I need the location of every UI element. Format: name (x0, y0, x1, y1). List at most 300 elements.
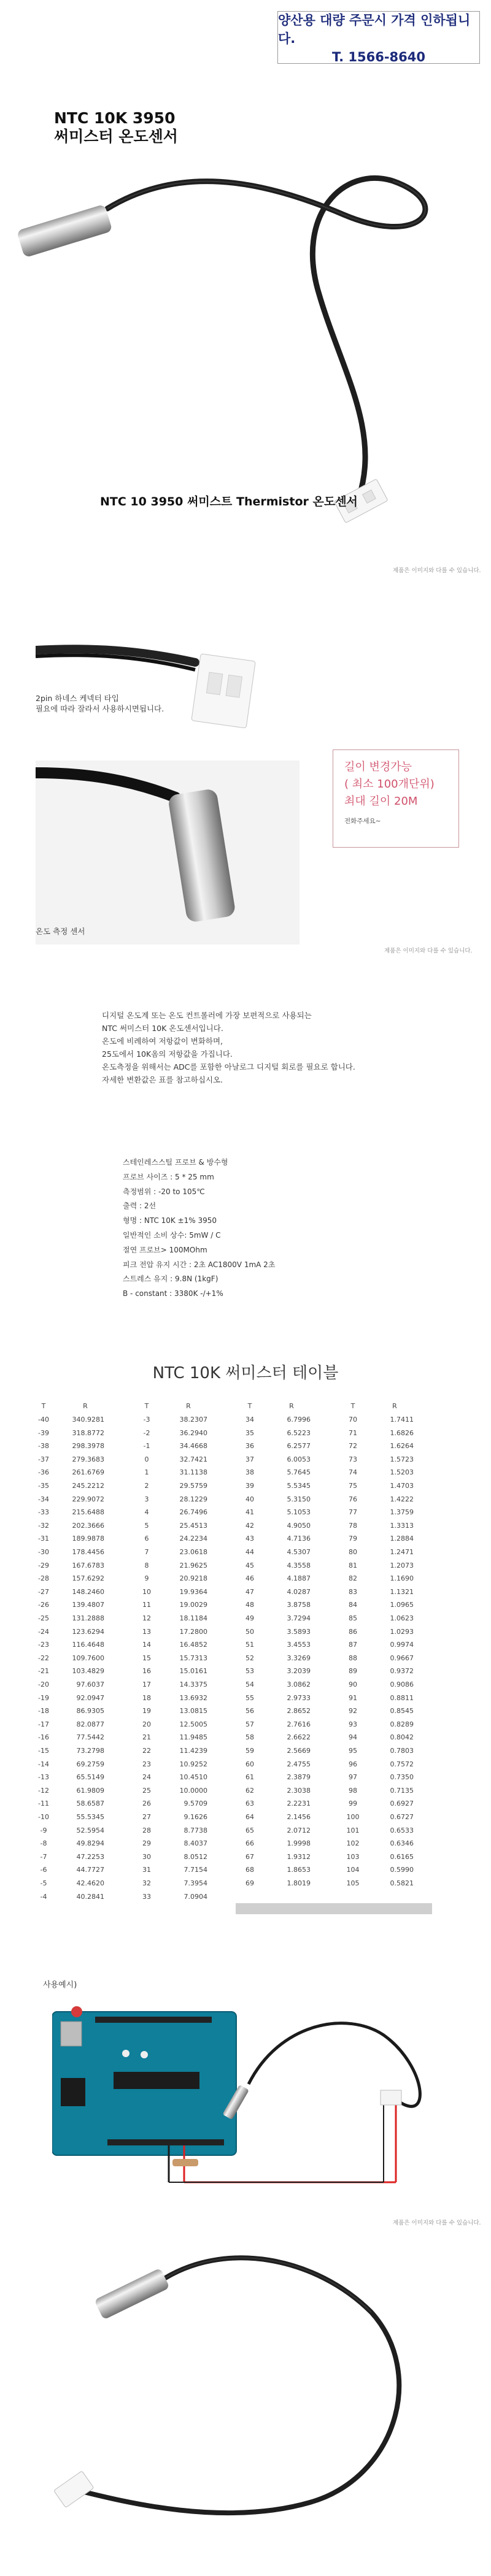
table-cell-resistance: 2.2231 (287, 1800, 311, 1808)
connector-label-line1: 2pin 하네스 케넥터 타입 (36, 694, 119, 703)
table-cell-temperature: 84 (349, 1601, 357, 1609)
table-cell-temperature: 27 (142, 1813, 151, 1821)
table-cell-resistance: 58.6587 (76, 1800, 104, 1808)
table-cell-resistance: 1.2471 (390, 1548, 414, 1556)
table-cell-temperature: -20 (38, 1681, 49, 1689)
table-cell-temperature: 95 (349, 1747, 357, 1755)
table-cell-resistance: 21.9625 (179, 1561, 207, 1570)
notice-phone: T. 1566-8640 (331, 50, 426, 64)
table-header-r: R (186, 1402, 191, 1410)
table-cell-temperature: 96 (349, 1760, 357, 1768)
table-cell-temperature: 65 (246, 1826, 254, 1834)
table-cell-temperature: -28 (38, 1574, 49, 1583)
table-cell-temperature: 53 (246, 1667, 254, 1676)
spec-line: 스테인레스스틸 프로브 & 방수형 (123, 1158, 228, 1167)
table-cell-temperature: -25 (38, 1614, 49, 1622)
table-cell-resistance: 4.0287 (287, 1587, 311, 1596)
max-length-text: 최대 길이 20M (344, 795, 418, 808)
table-cell-resistance: 8.4037 (184, 1839, 207, 1848)
table-cell-temperature: 12 (142, 1614, 151, 1622)
table-cell-temperature: 29 (142, 1839, 151, 1848)
table-cell-temperature: 74 (349, 1468, 357, 1477)
spec-line: 일반적인 소비 상수: 5mW / C (123, 1230, 221, 1240)
table-cell-temperature: 11 (142, 1601, 151, 1609)
table-cell-temperature: -5 (40, 1879, 47, 1887)
table-cell-temperature: -8 (40, 1839, 47, 1848)
table-cell-temperature: 35 (246, 1428, 254, 1437)
table-cell-temperature: 66 (246, 1839, 254, 1848)
table-cell-temperature: 55 (246, 1693, 254, 1702)
table-cell-resistance: 340.9281 (72, 1416, 104, 1424)
table-cell-resistance: 3.7294 (287, 1614, 311, 1622)
table-cell-temperature: 102 (346, 1839, 360, 1848)
custom-length-box (333, 749, 459, 848)
table-cell-resistance: 1.8019 (287, 1879, 311, 1887)
table-cell-temperature: 85 (349, 1614, 357, 1622)
table-cell-resistance: 0.8289 (390, 1720, 414, 1728)
table-cell-resistance: 1.1321 (390, 1587, 414, 1596)
table-cell-temperature: 26 (142, 1800, 151, 1808)
table-cell-resistance: 0.6346 (390, 1839, 414, 1848)
table-cell-temperature: 4 (144, 1508, 149, 1517)
notice-text: 양산용 대량 주문시 가격 인하됩니다. (278, 13, 471, 46)
table-cell-temperature: 89 (349, 1667, 357, 1676)
table-cell-resistance: 0.7135 (390, 1786, 414, 1795)
table-cell-temperature: -18 (38, 1707, 49, 1715)
table-cell-resistance: 3.2039 (287, 1667, 311, 1676)
table-cell-resistance: 5.7645 (287, 1468, 311, 1477)
table-cell-temperature: 5 (144, 1521, 149, 1530)
table-cell-temperature: 87 (349, 1641, 357, 1649)
table-cell-temperature: -14 (38, 1760, 49, 1768)
table-cell-resistance: 103.4829 (72, 1667, 104, 1676)
table-cell-temperature: -38 (38, 1442, 49, 1451)
table-cell-temperature: 33 (142, 1892, 151, 1901)
table-cell-temperature: 93 (349, 1720, 357, 1728)
table-cell-temperature: -34 (38, 1495, 49, 1503)
table-cell-temperature: 36 (246, 1442, 254, 1451)
table-cell-temperature: -9 (40, 1826, 47, 1834)
table-cell-temperature: 8 (144, 1561, 149, 1570)
table-cell-resistance: 0.6165 (390, 1852, 414, 1861)
table-cell-temperature: 42 (246, 1521, 254, 1530)
table-cell-resistance: 5.5345 (287, 1482, 311, 1490)
table-cell-resistance: 11.4239 (179, 1747, 207, 1755)
table-cell-temperature: 2 (144, 1482, 149, 1490)
table-cell-resistance: 10.9252 (179, 1760, 207, 1768)
table-cell-temperature: 37 (246, 1455, 254, 1463)
table-cell-temperature: 49 (246, 1614, 254, 1622)
connector-label-line2: 필요에 따라 잘라서 사용하시면됩니다. (36, 704, 164, 713)
table-cell-temperature: 23 (142, 1760, 151, 1768)
table-cell-resistance: 9.1626 (184, 1813, 207, 1821)
table-cell-resistance: 12.5005 (179, 1720, 207, 1728)
table-cell-resistance: 2.3038 (287, 1786, 311, 1795)
table-cell-temperature: -40 (38, 1416, 49, 1424)
table-cell-resistance: 2.3879 (287, 1773, 311, 1782)
product-specs (123, 1156, 442, 1301)
table-cell-temperature: -13 (38, 1773, 49, 1782)
table-cell-temperature: -29 (38, 1561, 49, 1570)
table-cell-resistance: 10.4510 (179, 1773, 207, 1782)
table-cell-resistance: 3.4553 (287, 1641, 311, 1649)
table-cell-resistance: 24.2234 (179, 1535, 207, 1543)
table-cell-resistance: 0.7350 (390, 1773, 414, 1782)
table-cell-temperature: -24 (38, 1627, 49, 1636)
table-cell-temperature: 51 (246, 1641, 254, 1649)
table-cell-resistance: 1.1690 (390, 1574, 414, 1583)
spec-line: 스트레스 유지 : 9.8N (1kgF) (123, 1275, 218, 1284)
table-cell-temperature: 20 (142, 1720, 151, 1728)
table-cell-temperature: 100 (346, 1813, 360, 1821)
table-cell-resistance: 1.5723 (390, 1455, 414, 1463)
table-cell-resistance: 6.7996 (287, 1416, 311, 1424)
table-cell-temperature: 59 (246, 1747, 254, 1755)
table-header-r: R (289, 1402, 294, 1410)
product-title-line1: NTC 10K 3950 (54, 109, 176, 127)
table-cell-resistance: 1.7411 (390, 1416, 414, 1424)
table-cell-temperature: 91 (349, 1693, 357, 1702)
table-cell-temperature: 39 (246, 1482, 254, 1490)
table-cell-temperature: 7 (144, 1548, 149, 1556)
table-cell-temperature: -27 (38, 1587, 49, 1596)
image-disclaimer: 제품은 이미지와 다를 수 있습니다. (393, 567, 481, 574)
table-cell-resistance: 279.3683 (72, 1455, 104, 1463)
table-cell-resistance: 298.3978 (72, 1442, 104, 1451)
table-cell-resistance: 52.5954 (76, 1826, 104, 1834)
table-cell-resistance: 1.4222 (390, 1495, 414, 1503)
table-cell-resistance: 14.3375 (179, 1681, 207, 1689)
table-cell-temperature: -22 (38, 1654, 49, 1662)
probe-photo (36, 761, 300, 945)
table-cell-resistance: 3.0862 (287, 1681, 311, 1689)
table-cell-temperature: 34 (246, 1416, 254, 1424)
table-cell-resistance: 4.3558 (287, 1561, 311, 1570)
table-cell-temperature: 70 (349, 1416, 357, 1424)
table-cell-temperature: -31 (38, 1535, 49, 1543)
table-cell-resistance: 29.5759 (179, 1482, 207, 1490)
table-cell-temperature: 83 (349, 1587, 357, 1596)
table-cell-resistance: 1.4703 (390, 1482, 414, 1490)
table-cell-temperature: 82 (349, 1574, 357, 1583)
table-cell-temperature: -6 (40, 1866, 47, 1874)
table-cell-temperature: 97 (349, 1773, 357, 1782)
table-cell-temperature: 78 (349, 1521, 357, 1530)
table-cell-resistance: 245.2212 (72, 1482, 104, 1490)
table-cell-temperature: 94 (349, 1733, 357, 1742)
table-cell-resistance: 4.1887 (287, 1574, 311, 1583)
description-line: 디지털 온도계 또는 온도 컨트롤러에 가장 보편적으로 사용되는 (102, 1011, 312, 1020)
table-cell-temperature: 13 (142, 1627, 151, 1636)
table-cell-resistance: 6.0053 (287, 1455, 311, 1463)
table-cell-resistance: 3.5893 (287, 1627, 311, 1636)
table-cell-temperature: -17 (38, 1720, 49, 1728)
spec-line: 출력 : 2선 (123, 1202, 157, 1211)
table-cell-resistance: 0.7572 (390, 1760, 414, 1768)
table-cell-resistance: 5.1053 (287, 1508, 311, 1517)
table-cell-resistance: 16.4852 (179, 1641, 207, 1649)
table-cell-resistance: 7.0904 (184, 1892, 207, 1901)
table-cell-resistance: 17.2800 (179, 1627, 207, 1636)
table-cell-temperature: 68 (246, 1866, 254, 1874)
table-cell-temperature: 80 (349, 1548, 357, 1556)
table-header-t: T (247, 1402, 252, 1410)
table-cell-temperature: 25 (142, 1786, 151, 1795)
table-cell-resistance: 15.0161 (179, 1667, 207, 1676)
table-cell-temperature: 105 (346, 1879, 360, 1887)
table-cell-resistance: 0.5821 (390, 1879, 414, 1887)
table-cell-resistance: 40.2841 (76, 1892, 104, 1901)
table-cell-temperature: 43 (246, 1535, 254, 1543)
table-cell-resistance: 6.5223 (287, 1428, 311, 1437)
table-cell-resistance: 2.0712 (287, 1826, 311, 1834)
product-hero-image (0, 123, 491, 552)
table-cell-resistance: 38.2307 (179, 1416, 207, 1424)
table-cell-resistance: 49.8294 (76, 1839, 104, 1848)
table-cell-resistance: 0.9086 (390, 1681, 414, 1689)
table-cell-resistance: 148.2460 (72, 1587, 104, 1596)
table-cell-temperature: 60 (246, 1760, 254, 1768)
bulk-order-notice (277, 11, 480, 64)
table-footer-bar (236, 1903, 432, 1914)
table-cell-resistance: 55.5345 (76, 1813, 104, 1821)
description-line: 온도에 비례하여 저항값이 변화하며, (102, 1037, 223, 1046)
description-line: 온도측정을 위해서는 ADC를 포함한 아날로그 디지털 회로를 필요로 합니다. (102, 1062, 355, 1071)
table-cell-resistance: 1.3759 (390, 1508, 414, 1517)
table-cell-resistance: 4.7136 (287, 1535, 311, 1543)
table-cell-temperature: 6 (144, 1535, 149, 1543)
table-cell-temperature: 31 (142, 1866, 151, 1874)
table-cell-resistance: 28.1229 (179, 1495, 207, 1503)
table-cell-temperature: -16 (38, 1733, 49, 1742)
table-cell-resistance: 1.2884 (390, 1535, 414, 1543)
description-line: 25도에서 10K옴의 저항값을 가집니다. (102, 1049, 233, 1059)
table-cell-resistance: 3.3269 (287, 1654, 311, 1662)
table-cell-temperature: 38 (246, 1468, 254, 1477)
table-cell-resistance: 2.9733 (287, 1693, 311, 1702)
spec-line: B - constant : 3380K -/+1% (123, 1289, 223, 1298)
table-cell-temperature: 47 (246, 1587, 254, 1596)
table-cell-temperature: -37 (38, 1455, 49, 1463)
table-cell-resistance: 19.0029 (179, 1601, 207, 1609)
table-cell-temperature: -23 (38, 1641, 49, 1649)
table-title: NTC 10K 써미스터 테이블 (152, 1364, 339, 1382)
table-cell-temperature: 90 (349, 1681, 357, 1689)
table-cell-temperature: 92 (349, 1707, 357, 1715)
spec-line: 절연 프로브> 100MOhm (123, 1245, 207, 1254)
min-order-text: ( 최소 100개단위) (344, 778, 435, 791)
table-cell-temperature: 73 (349, 1455, 357, 1463)
table-cell-resistance: 10.0000 (179, 1786, 207, 1795)
table-cell-temperature: 48 (246, 1601, 254, 1609)
table-cell-resistance: 157.6292 (72, 1574, 104, 1583)
table-cell-resistance: 261.6769 (72, 1468, 104, 1477)
table-cell-resistance: 1.0965 (390, 1601, 414, 1609)
table-cell-resistance: 69.2759 (76, 1760, 104, 1768)
table-cell-resistance: 1.5203 (390, 1468, 414, 1477)
table-cell-resistance: 0.6727 (390, 1813, 414, 1821)
table-cell-temperature: 72 (349, 1442, 357, 1451)
table-cell-temperature: 86 (349, 1627, 357, 1636)
table-cell-temperature: 71 (349, 1428, 357, 1437)
table-cell-temperature: 10 (142, 1587, 151, 1596)
table-header-r: R (392, 1402, 397, 1410)
table-cell-resistance: 25.4513 (179, 1521, 207, 1530)
description-line: 자세한 변환값은 표를 참고하십시오. (102, 1075, 223, 1084)
table-cell-resistance: 31.1138 (179, 1468, 207, 1477)
table-cell-resistance: 82.0877 (76, 1720, 104, 1728)
table-cell-resistance: 6.2577 (287, 1442, 311, 1451)
table-cell-resistance: 19.9364 (179, 1587, 207, 1596)
connector-label (36, 693, 164, 714)
table-cell-resistance: 0.8811 (390, 1693, 414, 1702)
table-cell-resistance: 318.8772 (72, 1428, 104, 1437)
table-cell-temperature: 64 (246, 1813, 254, 1821)
table-cell-temperature: 18 (142, 1693, 151, 1702)
table-cell-resistance: 42.4620 (76, 1879, 104, 1887)
table-cell-resistance: 167.6783 (72, 1561, 104, 1570)
table-cell-temperature: 79 (349, 1535, 357, 1543)
table-cell-resistance: 1.9312 (287, 1852, 311, 1861)
table-cell-resistance: 0.9974 (390, 1641, 414, 1649)
table-cell-temperature: 32 (142, 1879, 151, 1887)
table-cell-resistance: 123.6294 (72, 1627, 104, 1636)
table-cell-resistance: 1.9998 (287, 1839, 311, 1848)
table-cell-temperature: 104 (346, 1866, 360, 1874)
table-cell-temperature: 45 (246, 1561, 254, 1570)
table-cell-temperature: 14 (142, 1641, 151, 1649)
table-cell-resistance: 73.2798 (76, 1747, 104, 1755)
table-cell-resistance: 139.4807 (72, 1601, 104, 1609)
usage-example-image (52, 1998, 458, 2195)
contact-text: 전화주세요~ (344, 818, 381, 825)
table-cell-resistance: 0.9667 (390, 1654, 414, 1662)
usage-label: 사용예시) (43, 1980, 77, 1990)
table-cell-temperature: 69 (246, 1879, 254, 1887)
table-cell-temperature: 75 (349, 1482, 357, 1490)
table-cell-temperature: 19 (142, 1707, 151, 1715)
table-cell-resistance: 92.0947 (76, 1693, 104, 1702)
table-cell-temperature: 52 (246, 1654, 254, 1662)
table-cell-temperature: -3 (143, 1416, 150, 1424)
table-cell-resistance: 26.7496 (179, 1508, 207, 1517)
table-cell-resistance: 13.0815 (179, 1707, 207, 1715)
table-cell-resistance: 0.7803 (390, 1747, 414, 1755)
table-header-r: R (83, 1402, 88, 1410)
table-cell-resistance: 7.7154 (184, 1866, 207, 1874)
table-cell-resistance: 116.4648 (72, 1641, 104, 1649)
table-cell-resistance: 7.3954 (184, 1879, 207, 1887)
table-cell-resistance: 4.9050 (287, 1521, 311, 1530)
description-line: NTC 써미스터 10K 온도센서입니다. (102, 1024, 223, 1033)
table-cell-resistance: 2.5669 (287, 1747, 311, 1755)
table-cell-temperature: -4 (40, 1892, 47, 1901)
table-cell-resistance: 109.7600 (72, 1654, 104, 1662)
table-cell-resistance: 0.5990 (390, 1866, 414, 1874)
table-cell-resistance: 20.9218 (179, 1574, 207, 1583)
table-cell-temperature: -39 (38, 1428, 49, 1437)
table-cell-temperature: 28 (142, 1826, 151, 1834)
connector-photo (36, 613, 300, 748)
table-cell-resistance: 2.4755 (287, 1760, 311, 1768)
table-cell-temperature: -21 (38, 1667, 49, 1676)
table-cell-resistance: 2.8652 (287, 1707, 311, 1715)
table-cell-resistance: 18.1184 (179, 1614, 207, 1622)
table-cell-temperature: 67 (246, 1852, 254, 1861)
table-cell-temperature: 41 (246, 1508, 254, 1517)
table-cell-resistance: 1.6826 (390, 1428, 414, 1437)
table-cell-resistance: 0.6533 (390, 1826, 414, 1834)
spec-line: 측정범위 : -20 to 105℃ (123, 1187, 205, 1196)
table-cell-resistance: 1.2073 (390, 1561, 414, 1570)
table-cell-resistance: 0.8042 (390, 1733, 414, 1742)
table-cell-temperature: -1 (143, 1442, 150, 1451)
table-cell-temperature: -11 (38, 1800, 49, 1808)
table-cell-resistance: 178.4456 (72, 1548, 104, 1556)
table-cell-temperature: 101 (346, 1826, 360, 1834)
table-cell-temperature: 58 (246, 1733, 254, 1742)
table-cell-resistance: 15.7313 (179, 1654, 207, 1662)
table-cell-temperature: -33 (38, 1508, 49, 1517)
table-cell-temperature: -36 (38, 1468, 49, 1477)
table-cell-temperature: 3 (144, 1495, 149, 1503)
table-cell-temperature: 61 (246, 1773, 254, 1782)
table-cell-temperature: 0 (144, 1455, 149, 1463)
spec-line: 형명 : NTC 10K ±1% 3950 (123, 1216, 217, 1225)
table-cell-temperature: -32 (38, 1521, 49, 1530)
table-cell-temperature: 54 (246, 1681, 254, 1689)
table-cell-resistance: 1.3313 (390, 1521, 414, 1530)
probe-label: 온도 측정 센서 (36, 927, 85, 936)
table-cell-temperature: 88 (349, 1654, 357, 1662)
table-cell-resistance: 0.8545 (390, 1707, 414, 1715)
table-cell-temperature: -2 (143, 1428, 150, 1437)
product-caption: NTC 10 3950 써미스트 Thermistor 온도센서 (100, 495, 358, 508)
table-cell-resistance: 47.2253 (76, 1852, 104, 1861)
table-cell-temperature: -10 (38, 1813, 49, 1821)
table-cell-temperature: 56 (246, 1707, 254, 1715)
table-cell-resistance: 229.9072 (72, 1495, 104, 1503)
table-cell-temperature: 24 (142, 1773, 151, 1782)
table-header-t: T (41, 1402, 46, 1410)
product-description (102, 1009, 458, 1086)
table-cell-temperature: 46 (246, 1574, 254, 1583)
table-cell-resistance: 44.7727 (76, 1866, 104, 1874)
table-cell-temperature: 44 (246, 1548, 254, 1556)
table-cell-temperature: 77 (349, 1508, 357, 1517)
table-cell-resistance: 4.5307 (287, 1548, 311, 1556)
table-cell-resistance: 3.8758 (287, 1601, 311, 1609)
table-cell-resistance: 13.6932 (179, 1693, 207, 1702)
table-cell-resistance: 65.5149 (76, 1773, 104, 1782)
table-cell-resistance: 32.7421 (179, 1455, 207, 1463)
table-cell-resistance: 0.9372 (390, 1667, 414, 1676)
table-cell-temperature: 50 (246, 1627, 254, 1636)
table-cell-resistance: 2.7616 (287, 1720, 311, 1728)
table-cell-resistance: 1.6264 (390, 1442, 414, 1451)
product-bottom-image (52, 2214, 445, 2558)
table-cell-temperature: 76 (349, 1495, 357, 1503)
product-title-line2: 써미스터 온도센서 (54, 128, 178, 145)
table-header-t: T (350, 1402, 355, 1410)
spec-line: 피크 전압 유지 시간 : 2초 AC1800V 1mA 2초 (123, 1260, 276, 1269)
table-cell-temperature: 81 (349, 1561, 357, 1570)
table-cell-resistance: 61.9809 (76, 1786, 104, 1795)
table-cell-resistance: 77.5442 (76, 1733, 104, 1742)
table-cell-resistance: 5.3150 (287, 1495, 311, 1503)
table-cell-temperature: 99 (349, 1800, 357, 1808)
table-cell-resistance: 1.0623 (390, 1614, 414, 1622)
